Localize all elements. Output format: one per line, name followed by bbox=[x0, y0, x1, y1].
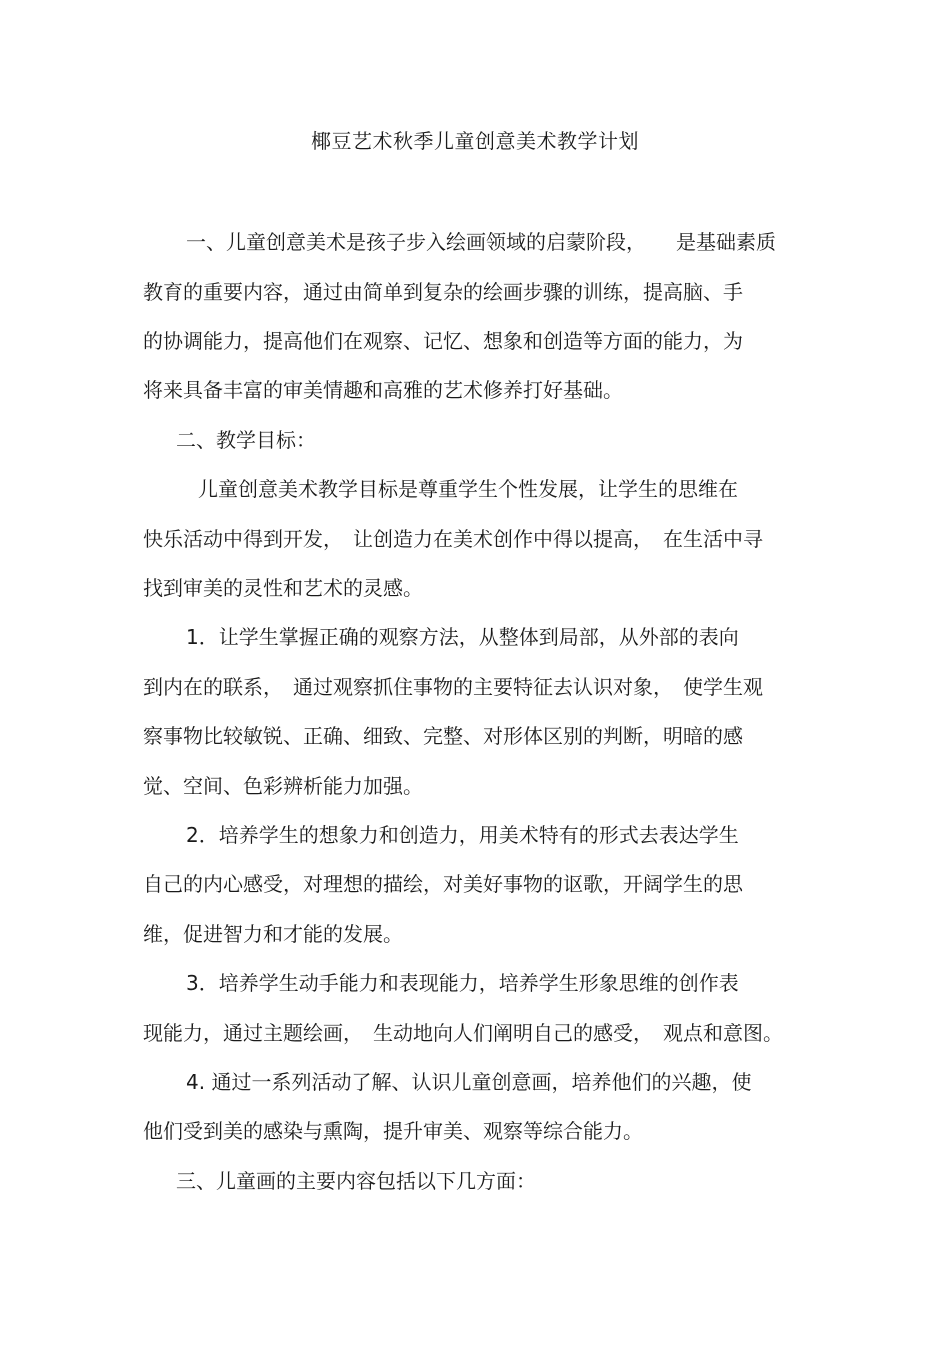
list-item-line: 3．培养学生动手能力和表现能力，培养学生形象思维的创作表 bbox=[186, 971, 739, 995]
list-item-line: 察事物比较敏锐、正确、细致、完整、对形体区别的判断，明暗的感 bbox=[143, 724, 743, 748]
list-item-line: 他们受到美的感染与熏陶，提升审美、观察等综合能力。 bbox=[143, 1119, 643, 1143]
section-heading: 二、教学目标： bbox=[176, 428, 316, 452]
paragraph-line: 的协调能力，提高他们在观察、记忆、想象和创造等方面的能力，为 bbox=[143, 329, 743, 353]
paragraph-line: 儿童创意美术教学目标是尊重学生个性发展，让学生的思维在 bbox=[198, 477, 738, 501]
list-item-line: 维，促进智力和才能的发展。 bbox=[143, 922, 403, 946]
paragraph-line: 一、儿童创意美术是孩子步入绘画领域的启蒙阶段， 是基础素质 bbox=[186, 230, 776, 254]
list-item-line: 自己的内心感受，对理想的描绘，对美好事物的讴歌，开阔学生的思 bbox=[143, 872, 743, 896]
list-item-line: 1．让学生掌握正确的观察方法，从整体到局部，从外部的表向 bbox=[186, 625, 739, 649]
list-item-line: 2．培养学生的想象力和创造力，用美术特有的形式去表达学生 bbox=[186, 823, 739, 847]
paragraph-line: 找到审美的灵性和艺术的灵感。 bbox=[143, 576, 423, 600]
list-item-line: 到内在的联系， 通过观察抓住事物的主要特征去认识对象， 使学生观 bbox=[143, 675, 763, 699]
paragraph-line: 将来具备丰富的审美情趣和高雅的艺术修养打好基础。 bbox=[143, 378, 623, 402]
document-title: 椰豆艺术秋季儿童创意美术教学计划 bbox=[311, 129, 639, 153]
section-heading: 三、儿童画的主要内容包括以下几方面： bbox=[176, 1169, 536, 1193]
list-item-line: 觉、空间、色彩辨析能力加强。 bbox=[143, 774, 423, 798]
list-item-line: 现能力，通过主题绘画， 生动地向人们阐明自己的感受， 观点和意图。 bbox=[143, 1021, 783, 1045]
paragraph-line: 快乐活动中得到开发， 让创造力在美术创作中得以提高， 在生活中寻 bbox=[143, 527, 763, 551]
list-item-line: 4. 通过一系列活动了解、认识儿童创意画，培养他们的兴趣，使 bbox=[186, 1070, 752, 1094]
paragraph-line: 教育的重要内容，通过由简单到复杂的绘画步骤的训练，提高脑、手 bbox=[143, 280, 743, 304]
